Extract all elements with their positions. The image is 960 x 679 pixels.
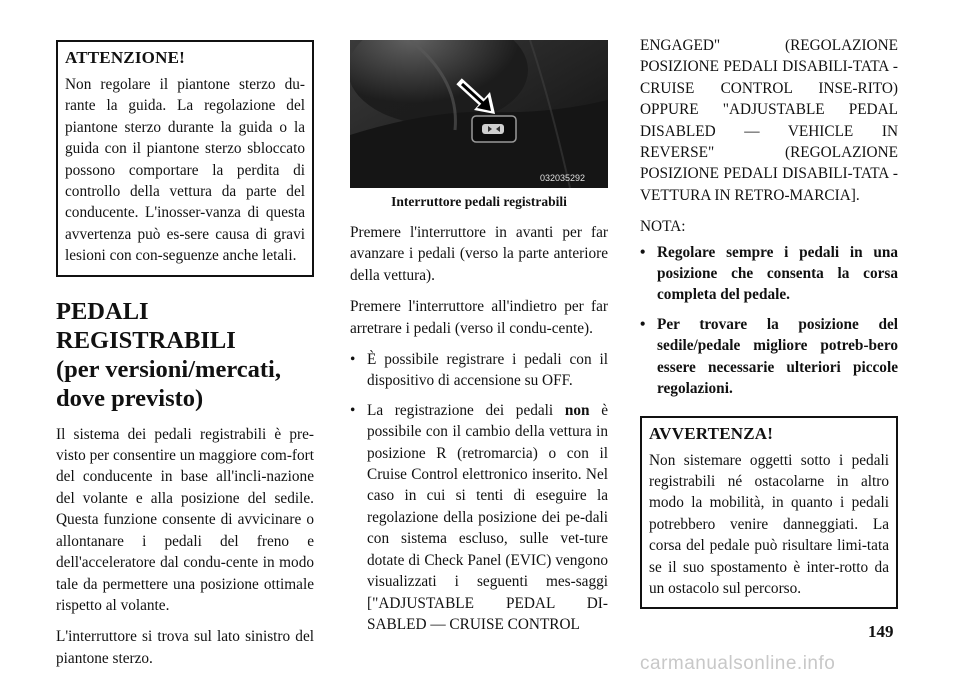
section-paragraph-2: L'interruttore si trova sul lato sinistro del piantone sterzo.: [56, 628, 314, 667]
column-middle: [350, 0, 608, 645]
col2-paragraph-2: Premere l'interruttore all'indietro per far arretrare i pedali (verso il condu-cente).: [350, 298, 608, 337]
col2-paragraph-1: Premere l'interruttore in avanti per far avanzare i pedali (verso la parte anteriore della vettura).: [350, 224, 608, 284]
page-number: 149: [868, 622, 894, 641]
info-bullet-list: [350, 349, 608, 635]
caution-box: [640, 416, 898, 610]
section-paragraph-1: Il sistema dei pedali registrabili è pre-visto per consentire un maggiore com-fort del conducente in base all'incli-nazione del volante e alla posizione del sedile. Questa funzione consente di avvicinare o allontanare i pedali del freno e dell'acceleratore dal condu-cente in modo tale da permettere una posizione ottimale rispetto al volante.: [56, 425, 314, 614]
bullet-icon: •: [350, 351, 356, 369]
warning-text: Non regolare il piantone sterzo du-rante la guida. La regolazione del piantone sterzo durante la guida o la guida con il piantone sterzo sbloccato possono comportare la perdita di controllo della vettura da parte del conducente. L'inosser-vanza di questa avvertenza può es-sere causa di gravi lesioni con con-seguenze anche letali.: [65, 76, 305, 265]
warning-title: ATTENZIONE!: [65, 48, 185, 67]
figure-caption: Interruttore pedali registrabili: [391, 194, 567, 209]
list-item: [640, 314, 898, 400]
list-item: [350, 349, 608, 392]
list-item: [350, 400, 608, 635]
bullet-text-2-post: è possibile con il cambio della vettura in posizione R (retromarcia) o con il Cruise Control elettronico inserito. Nel caso in cui si tenti di eseguire la regolazione della posizione dei pe-dali con sistema escluso, sulle vet-ture dotate di Check Panel (EVIC) vengono visualizzati i seguenti mes-saggi ["ADJUSTABLE PEDAL DI-SABLED — CRUISE CONTROL: [367, 401, 608, 633]
caution-title: AVVERTENZA!: [649, 423, 774, 443]
figure-code: 032035292: [540, 173, 586, 183]
heading-line-3: dove previsto): [56, 384, 204, 412]
pedal-switch-photo: [350, 40, 608, 188]
bullet-text-2-pre: La registrazione dei pedali: [367, 401, 554, 419]
caution-text: Non sistemare oggetti sotto i pedali registrabili né ostacolarne in altro modo la mobilità, in quanto i pedali potrebbero venire danneggiati. La corsa del pedale può risultare limi-tata se il suo spostamento è inter-rotto da un ostacolo sul percorso.: [649, 451, 889, 597]
column-right: [640, 0, 898, 609]
note-bullet-list: [640, 242, 898, 400]
note-label: NOTA:: [640, 218, 686, 236]
list-item: [640, 242, 898, 306]
warning-box: [56, 40, 314, 277]
bullet-text-1: È possibile registrare i pedali con il dispositivo di accensione su OFF.: [367, 351, 608, 390]
column-left: [56, 0, 314, 679]
heading-line-1: PEDALI REGISTRABILI: [56, 297, 236, 354]
bullet-icon: •: [350, 401, 356, 419]
bullet-text-2-bold: non: [564, 401, 590, 419]
bullet-icon: •: [640, 243, 646, 261]
note-text-1: Regolare sempre i pedali in una posizione che consenta la corsa completa del pedale.: [657, 243, 898, 304]
watermark: carmanualsonline.info: [640, 653, 836, 674]
col3-continuation: ENGAGED" (REGOLAZIONE POSIZIONE PEDALI DISABILI-TATA - CRUISE CONTROL INSE-RITO) OPPURE "ADJUSTABLE PEDAL DISABLED — VEHICLE IN REVERSE" (REGOLAZIONE POSIZIONE PEDALI DISABILI-TATA - VETTURA IN RETRO-MARCIA].: [640, 37, 898, 204]
bullet-icon: •: [640, 315, 646, 333]
note-text-2: Per trovare la posizione del sedile/pedale migliore potreb-bero essere necessarie ulteriori piccole regolazioni.: [657, 315, 898, 398]
pedal-switch-illustration: [350, 40, 608, 188]
heading-line-2: (per versioni/mercati,: [56, 355, 281, 383]
section-heading: [56, 297, 314, 413]
